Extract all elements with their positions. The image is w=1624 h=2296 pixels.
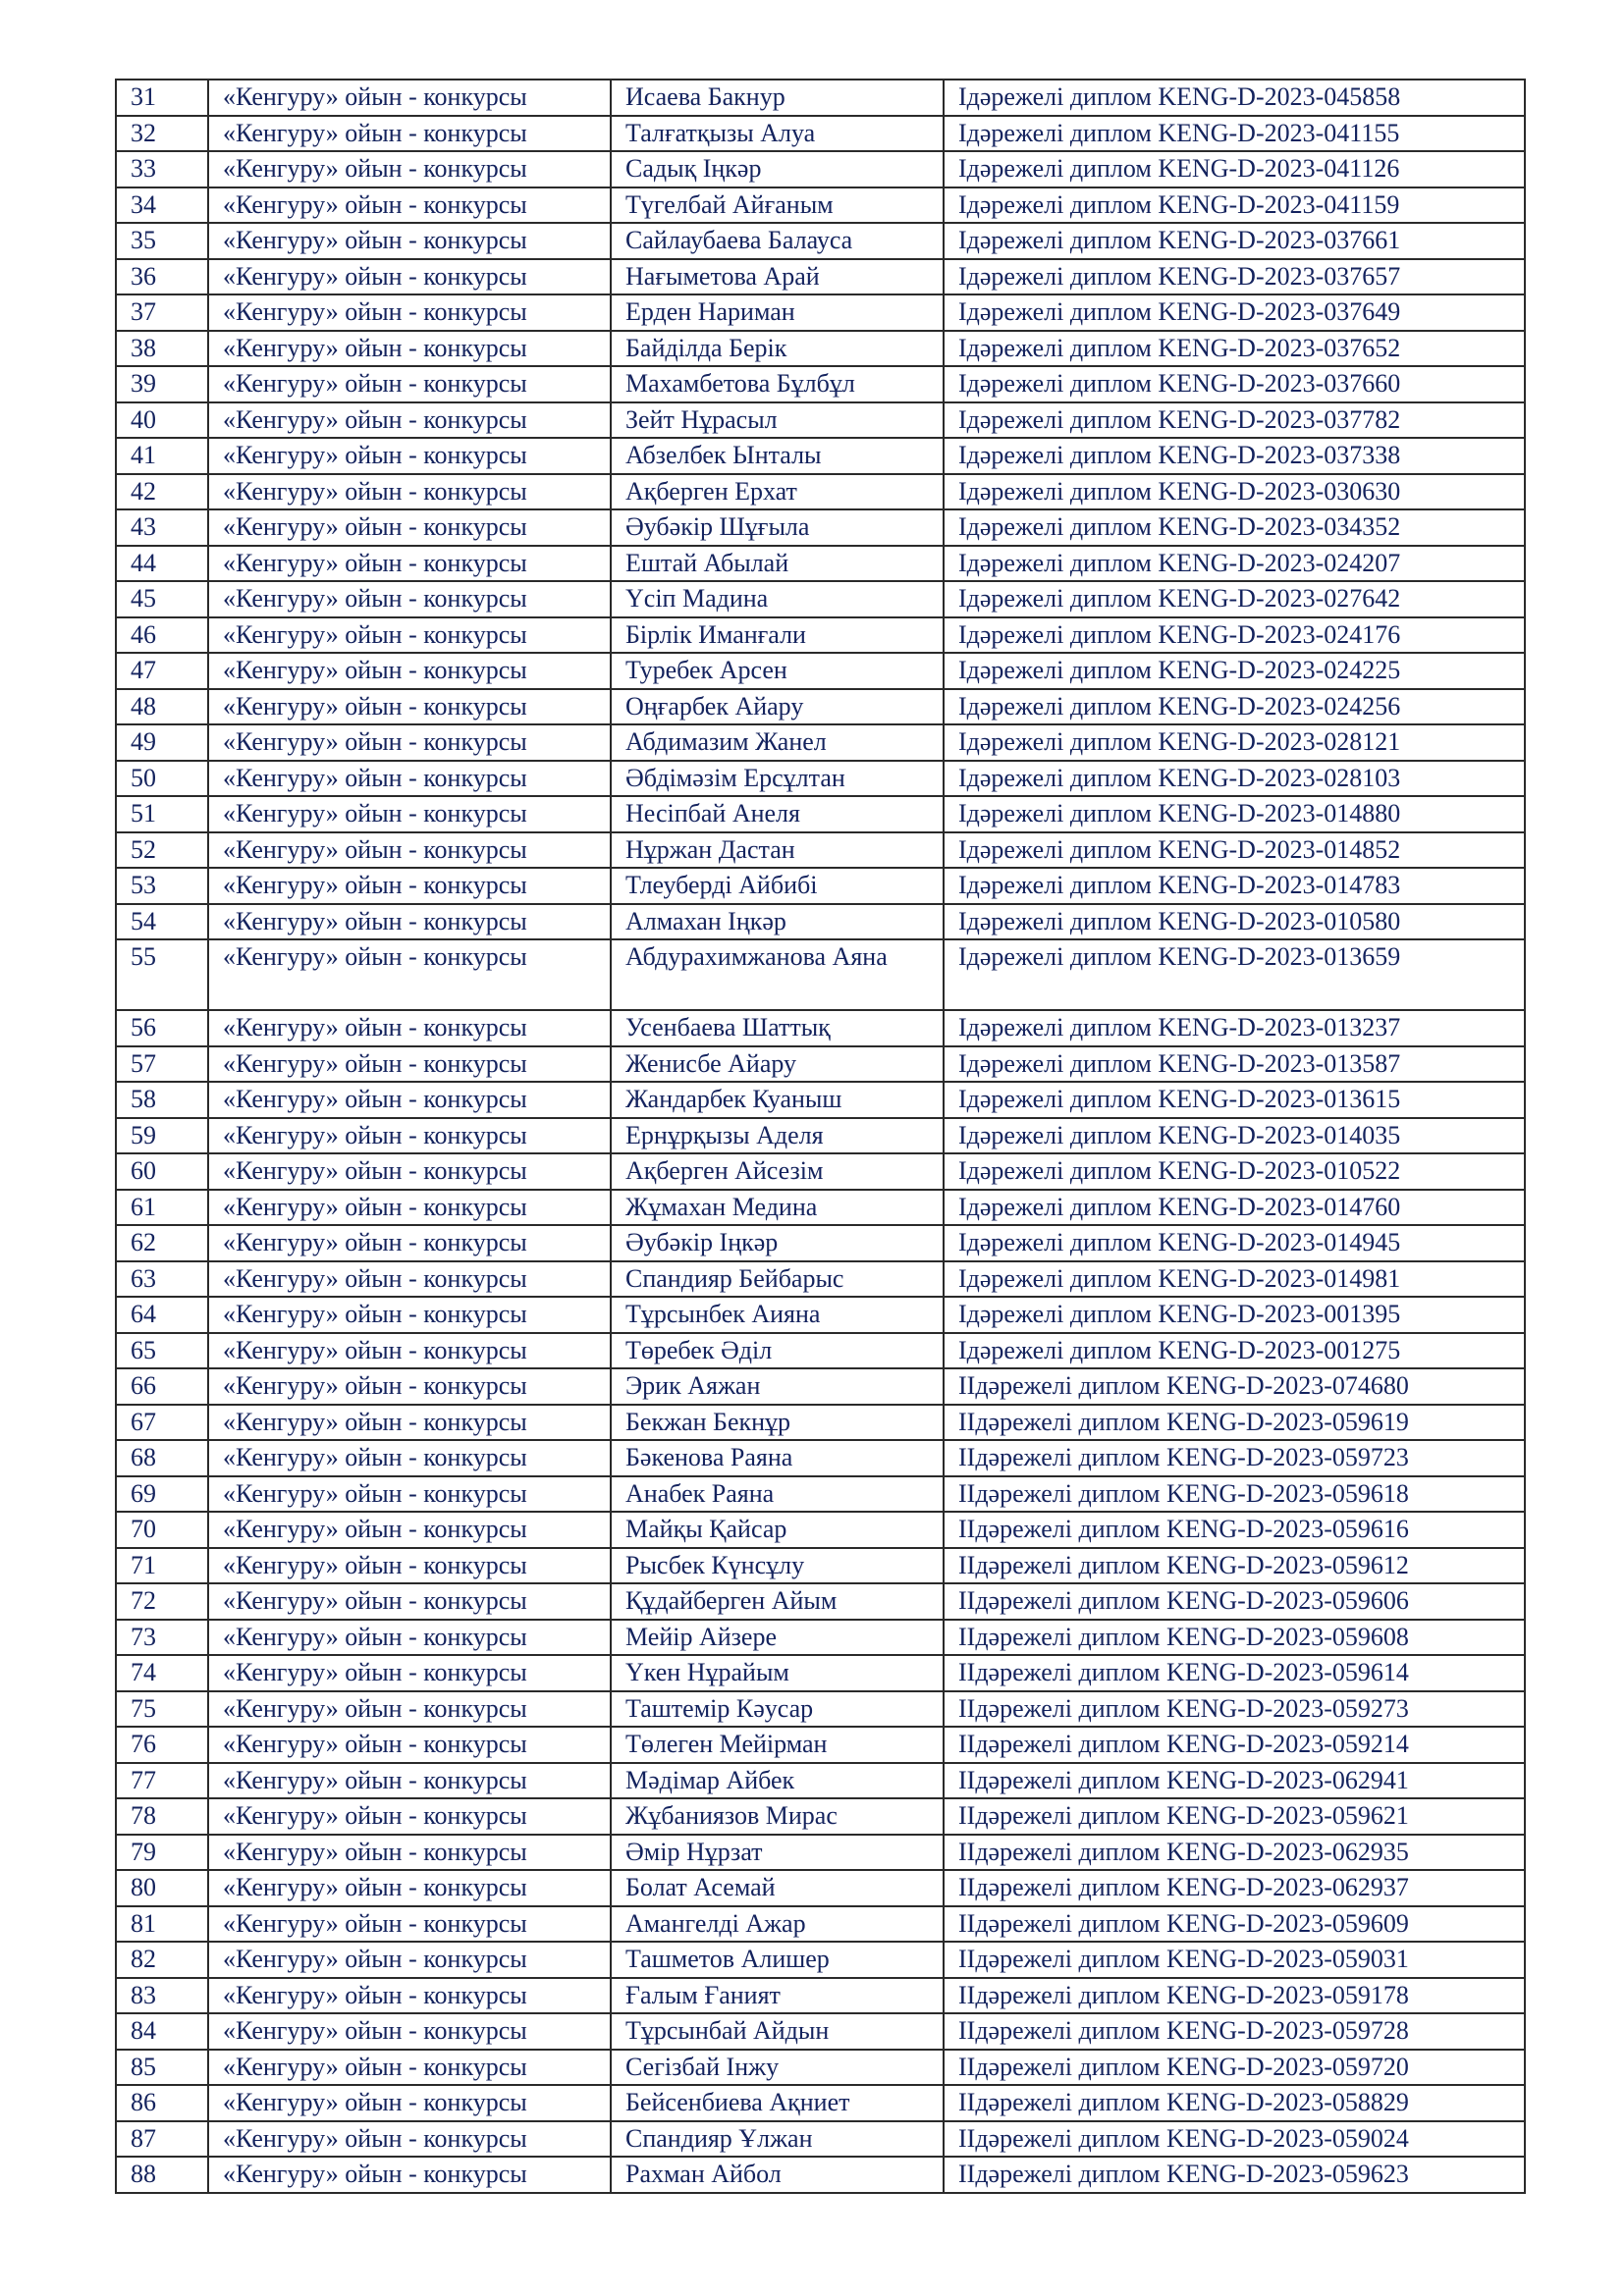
competition-cell: «Кенгуру» ойын - конкурсы — [208, 223, 611, 259]
participant-name-cell: Таштемір Кәусар — [611, 1691, 944, 1728]
row-number: 72 — [116, 1583, 208, 1620]
competition-cell: «Кенгуру» ойын - конкурсы — [208, 1691, 611, 1728]
participant-name-cell: Рысбек Күнсұлу — [611, 1548, 944, 1584]
table-row — [116, 116, 1525, 152]
row-number: 47 — [116, 653, 208, 689]
participant-name-cell: Туребек Арсен — [611, 653, 944, 689]
row-number: 55 — [116, 939, 208, 1010]
participant-name-cell: Әбдімәзім Ерсұлтан — [611, 761, 944, 797]
competition-cell: «Кенгуру» ойын - конкурсы — [208, 868, 611, 904]
award-cell: ІІдәрежелі диплом KENG-D-2023-058829 — [944, 2085, 1525, 2121]
competition-cell: «Кенгуру» ойын - конкурсы — [208, 1440, 611, 1476]
competition-cell: «Кенгуру» ойын - конкурсы — [208, 617, 611, 654]
participant-name-cell: Жұмахан Медина — [611, 1190, 944, 1226]
competition-cell: «Кенгуру» ойын - конкурсы — [208, 402, 611, 439]
table-row — [116, 653, 1525, 689]
participant-name-cell: Бірлік Иманғали — [611, 617, 944, 654]
table-row — [116, 187, 1525, 224]
table-row — [116, 1942, 1525, 1978]
competition-cell: «Кенгуру» ойын - конкурсы — [208, 1333, 611, 1369]
award-cell: Ідәрежелі диплом KENG-D-2023-027642 — [944, 581, 1525, 617]
competition-cell: «Кенгуру» ойын - конкурсы — [208, 259, 611, 295]
participant-name-cell: Женисбе Айару — [611, 1046, 944, 1083]
table-row — [116, 259, 1525, 295]
row-number: 78 — [116, 1798, 208, 1835]
award-cell: ІІдәрежелі диплом KENG-D-2023-059024 — [944, 2121, 1525, 2158]
award-cell: Ідәрежелі диплом KENG-D-2023-041126 — [944, 151, 1525, 187]
participant-name-cell: Әубәкір Шұғыла — [611, 509, 944, 546]
award-cell: Ідәрежелі диплом KENG-D-2023-014945 — [944, 1225, 1525, 1261]
award-cell: ІІдәрежелі диплом KENG-D-2023-059178 — [944, 1978, 1525, 2014]
table-row — [116, 581, 1525, 617]
participant-name-cell: Усенбаева Шаттық — [611, 1010, 944, 1046]
competition-cell: «Кенгуру» ойын - конкурсы — [208, 2085, 611, 2121]
row-number: 65 — [116, 1333, 208, 1369]
award-cell: Ідәрежелі диплом KENG-D-2023-014880 — [944, 796, 1525, 832]
award-cell: Ідәрежелі диплом KENG-D-2023-024176 — [944, 617, 1525, 654]
participant-name-cell: Абзелбек Ынталы — [611, 438, 944, 474]
award-cell: Ідәрежелі диплом KENG-D-2023-013587 — [944, 1046, 1525, 1083]
row-number: 51 — [116, 796, 208, 832]
row-number: 68 — [116, 1440, 208, 1476]
competition-cell: «Кенгуру» ойын - конкурсы — [208, 832, 611, 869]
awards-table-body — [116, 80, 1525, 2193]
row-number: 54 — [116, 904, 208, 940]
award-cell: Ідәрежелі диплом KENG-D-2023-014035 — [944, 1118, 1525, 1154]
award-cell: ІІдәрежелі диплом KENG-D-2023-059214 — [944, 1727, 1525, 1763]
table-row — [116, 546, 1525, 582]
table-row — [116, 474, 1525, 510]
award-cell: Ідәрежелі диплом KENG-D-2023-037657 — [944, 259, 1525, 295]
participant-name-cell: Бейсенбиева Ақниет — [611, 2085, 944, 2121]
participant-name-cell: Сегізбай Інжу — [611, 2050, 944, 2086]
award-cell: Ідәрежелі диплом KENG-D-2023-013237 — [944, 1010, 1525, 1046]
participant-name-cell: Алмахан Іңкәр — [611, 904, 944, 940]
competition-cell: «Кенгуру» ойын - конкурсы — [208, 761, 611, 797]
award-cell: Ідәрежелі диплом KENG-D-2023-037660 — [944, 366, 1525, 402]
table-row — [116, 1906, 1525, 1943]
row-number: 64 — [116, 1297, 208, 1333]
competition-cell: «Кенгуру» ойын - конкурсы — [208, 294, 611, 331]
competition-cell: «Кенгуру» ойын - конкурсы — [208, 1297, 611, 1333]
row-number: 37 — [116, 294, 208, 331]
award-cell: Ідәрежелі диплом KENG-D-2023-014760 — [944, 1190, 1525, 1226]
award-cell: Ідәрежелі диплом KENG-D-2023-037652 — [944, 331, 1525, 367]
row-number: 40 — [116, 402, 208, 439]
award-cell: Ідәрежелі диплом KENG-D-2023-024225 — [944, 653, 1525, 689]
award-cell: ІІдәрежелі диплом KENG-D-2023-059623 — [944, 2157, 1525, 2193]
participant-name-cell: Ақберген Ерхат — [611, 474, 944, 510]
participant-name-cell: Үсіп Мадина — [611, 581, 944, 617]
table-row — [116, 2121, 1525, 2158]
award-cell: ІІдәрежелі диплом KENG-D-2023-059612 — [944, 1548, 1525, 1584]
participant-name-cell: Абдимазим Жанел — [611, 724, 944, 761]
participant-name-cell: Рахман Айбол — [611, 2157, 944, 2193]
award-cell: Ідәрежелі диплом KENG-D-2023-030630 — [944, 474, 1525, 510]
table-row — [116, 1333, 1525, 1369]
competition-cell: «Кенгуру» ойын - конкурсы — [208, 1190, 611, 1226]
table-row — [116, 1835, 1525, 1871]
row-number: 43 — [116, 509, 208, 546]
award-cell: ІІдәрежелі диплом KENG-D-2023-062937 — [944, 1870, 1525, 1906]
row-number: 53 — [116, 868, 208, 904]
table-row — [116, 509, 1525, 546]
table-row — [116, 438, 1525, 474]
row-number: 71 — [116, 1548, 208, 1584]
row-number: 80 — [116, 1870, 208, 1906]
award-cell: Ідәрежелі диплом KENG-D-2023-028121 — [944, 724, 1525, 761]
participant-name-cell: Оңғарбек Айару — [611, 689, 944, 725]
award-cell: Ідәрежелі диплом KENG-D-2023-045858 — [944, 80, 1525, 116]
row-number: 86 — [116, 2085, 208, 2121]
row-number: 39 — [116, 366, 208, 402]
table-row — [116, 1153, 1525, 1190]
participant-name-cell: Ештай Абылай — [611, 546, 944, 582]
table-row — [116, 1548, 1525, 1584]
table-row — [116, 2013, 1525, 2050]
participant-name-cell: Әубәкір Іңкәр — [611, 1225, 944, 1261]
participant-name-cell: Ғалым Ғаният — [611, 1978, 944, 2014]
participant-name-cell: Тлеуберді Айбибі — [611, 868, 944, 904]
competition-cell: «Кенгуру» ойын - конкурсы — [208, 2013, 611, 2050]
participant-name-cell: Тұрсынбай Айдын — [611, 2013, 944, 2050]
competition-cell: «Кенгуру» ойын - конкурсы — [208, 1512, 611, 1548]
award-cell: Ідәрежелі диплом KENG-D-2023-024256 — [944, 689, 1525, 725]
table-row — [116, 1978, 1525, 2014]
table-row — [116, 1405, 1525, 1441]
table-row — [116, 2050, 1525, 2086]
table-row — [116, 832, 1525, 869]
participant-name-cell: Болат Асемай — [611, 1870, 944, 1906]
table-row — [116, 1440, 1525, 1476]
competition-cell: «Кенгуру» ойын - конкурсы — [208, 187, 611, 224]
row-number: 42 — [116, 474, 208, 510]
table-row — [116, 1046, 1525, 1083]
competition-cell: «Кенгуру» ойын - конкурсы — [208, 1118, 611, 1154]
competition-cell: «Кенгуру» ойын - конкурсы — [208, 1798, 611, 1835]
row-number: 35 — [116, 223, 208, 259]
award-cell: ІІдәрежелі диплом KENG-D-2023-059619 — [944, 1405, 1525, 1441]
award-cell: Ідәрежелі диплом KENG-D-2023-014783 — [944, 868, 1525, 904]
participant-name-cell: Амангелді Ажар — [611, 1906, 944, 1943]
table-row — [116, 904, 1525, 940]
competition-cell: «Кенгуру» ойын - конкурсы — [208, 689, 611, 725]
participant-name-cell: Мәдімар Айбек — [611, 1763, 944, 1799]
award-cell: Ідәрежелі диплом KENG-D-2023-037338 — [944, 438, 1525, 474]
participant-name-cell: Несіпбай Анеля — [611, 796, 944, 832]
row-number: 38 — [116, 331, 208, 367]
table-row — [116, 868, 1525, 904]
table-row — [116, 1798, 1525, 1835]
participant-name-cell: Әмір Нұрзат — [611, 1835, 944, 1871]
participant-name-cell: Құдайберген Айым — [611, 1583, 944, 1620]
row-number: 84 — [116, 2013, 208, 2050]
award-cell: Ідәрежелі диплом KENG-D-2023-010580 — [944, 904, 1525, 940]
table-row — [116, 617, 1525, 654]
table-row — [116, 1691, 1525, 1728]
table-row — [116, 402, 1525, 439]
competition-cell: «Кенгуру» ойын - конкурсы — [208, 1835, 611, 1871]
participant-name-cell: Ақберген Айсезім — [611, 1153, 944, 1190]
competition-cell: «Кенгуру» ойын - конкурсы — [208, 581, 611, 617]
award-cell: Ідәрежелі диплом KENG-D-2023-013615 — [944, 1082, 1525, 1118]
competition-cell: «Кенгуру» ойын - конкурсы — [208, 474, 611, 510]
row-number: 48 — [116, 689, 208, 725]
participant-name-cell: Жандарбек Куаныш — [611, 1082, 944, 1118]
table-row — [116, 689, 1525, 725]
competition-cell: «Кенгуру» ойын - конкурсы — [208, 1368, 611, 1405]
participant-name-cell: Спандияр Ұлжан — [611, 2121, 944, 2158]
award-cell: Ідәрежелі диплом KENG-D-2023-001275 — [944, 1333, 1525, 1369]
table-row — [116, 2085, 1525, 2121]
participant-name-cell: Ташметов Алишер — [611, 1942, 944, 1978]
row-number: 56 — [116, 1010, 208, 1046]
row-number: 50 — [116, 761, 208, 797]
award-cell: ІІдәрежелі диплом KENG-D-2023-059273 — [944, 1691, 1525, 1728]
competition-cell: «Кенгуру» ойын - конкурсы — [208, 1082, 611, 1118]
row-number: 74 — [116, 1655, 208, 1691]
competition-cell: «Кенгуру» ойын - конкурсы — [208, 1476, 611, 1513]
participant-name-cell: Бәкенова Раяна — [611, 1440, 944, 1476]
competition-cell: «Кенгуру» ойын - конкурсы — [208, 939, 611, 1010]
table-row — [116, 1476, 1525, 1513]
participant-name-cell: Ернұрқызы Аделя — [611, 1118, 944, 1154]
awards-table — [115, 79, 1526, 2194]
participant-name-cell: Бекжан Бекнұр — [611, 1405, 944, 1441]
row-number: 41 — [116, 438, 208, 474]
row-number: 69 — [116, 1476, 208, 1513]
row-number: 82 — [116, 1942, 208, 1978]
award-cell: ІІдәрежелі диплом KENG-D-2023-059031 — [944, 1942, 1525, 1978]
participant-name-cell: Сайлаубаева Балауса — [611, 223, 944, 259]
table-row — [116, 796, 1525, 832]
row-number: 81 — [116, 1906, 208, 1943]
row-number: 58 — [116, 1082, 208, 1118]
participant-name-cell: Анабек Раяна — [611, 1476, 944, 1513]
row-number: 52 — [116, 832, 208, 869]
competition-cell: «Кенгуру» ойын - конкурсы — [208, 1620, 611, 1656]
participant-name-cell: Байділда Берік — [611, 331, 944, 367]
table-row — [116, 80, 1525, 116]
competition-cell: «Кенгуру» ойын - конкурсы — [208, 331, 611, 367]
table-row — [116, 1620, 1525, 1656]
table-row — [116, 1010, 1525, 1046]
competition-cell: «Кенгуру» ойын - конкурсы — [208, 1153, 611, 1190]
competition-cell: «Кенгуру» ойын - конкурсы — [208, 1010, 611, 1046]
row-number: 31 — [116, 80, 208, 116]
award-cell: Ідәрежелі диплом KENG-D-2023-001395 — [944, 1297, 1525, 1333]
competition-cell: «Кенгуру» ойын - конкурсы — [208, 796, 611, 832]
table-row — [116, 1870, 1525, 1906]
row-number: 85 — [116, 2050, 208, 2086]
table-row — [116, 939, 1525, 1010]
participant-name-cell: Исаева Бакнур — [611, 80, 944, 116]
award-cell: Ідәрежелі диплом KENG-D-2023-024207 — [944, 546, 1525, 582]
award-cell: Ідәрежелі диплом KENG-D-2023-037649 — [944, 294, 1525, 331]
table-row — [116, 724, 1525, 761]
award-cell: Ідәрежелі диплом KENG-D-2023-014852 — [944, 832, 1525, 869]
award-cell: ІІдәрежелі диплом KENG-D-2023-059720 — [944, 2050, 1525, 2086]
award-cell: Ідәрежелі диплом KENG-D-2023-013659 — [944, 939, 1525, 1010]
row-number: 36 — [116, 259, 208, 295]
row-number: 57 — [116, 1046, 208, 1083]
table-row — [116, 1583, 1525, 1620]
award-cell: ІІдәрежелі диплом KENG-D-2023-059614 — [944, 1655, 1525, 1691]
competition-cell: «Кенгуру» ойын - конкурсы — [208, 1727, 611, 1763]
row-number: 44 — [116, 546, 208, 582]
award-cell: ІІдәрежелі диплом KENG-D-2023-062941 — [944, 1763, 1525, 1799]
competition-cell: «Кенгуру» ойын - конкурсы — [208, 1906, 611, 1943]
table-row — [116, 2157, 1525, 2193]
award-cell: Ідәрежелі диплом KENG-D-2023-014981 — [944, 1261, 1525, 1298]
award-cell: ІІдәрежелі диплом KENG-D-2023-059723 — [944, 1440, 1525, 1476]
row-number: 73 — [116, 1620, 208, 1656]
row-number: 34 — [116, 187, 208, 224]
award-cell: Ідәрежелі диплом KENG-D-2023-037782 — [944, 402, 1525, 439]
table-row — [116, 761, 1525, 797]
competition-cell: «Кенгуру» ойын - конкурсы — [208, 1548, 611, 1584]
table-row — [116, 1225, 1525, 1261]
table-row — [116, 151, 1525, 187]
award-cell: ІІдәрежелі диплом KENG-D-2023-059618 — [944, 1476, 1525, 1513]
participant-name-cell: Нұржан Дастан — [611, 832, 944, 869]
participant-name-cell: Нағыметова Арай — [611, 259, 944, 295]
table-row — [116, 366, 1525, 402]
row-number: 45 — [116, 581, 208, 617]
award-cell: ІІдәрежелі диплом KENG-D-2023-059606 — [944, 1583, 1525, 1620]
competition-cell: «Кенгуру» ойын - конкурсы — [208, 653, 611, 689]
competition-cell: «Кенгуру» ойын - конкурсы — [208, 1763, 611, 1799]
table-row — [116, 1297, 1525, 1333]
award-cell: Ідәрежелі диплом KENG-D-2023-041155 — [944, 116, 1525, 152]
competition-cell: «Кенгуру» ойын - конкурсы — [208, 2121, 611, 2158]
row-number: 88 — [116, 2157, 208, 2193]
table-row — [116, 1512, 1525, 1548]
row-number: 83 — [116, 1978, 208, 2014]
table-row — [116, 1727, 1525, 1763]
award-cell: Ідәрежелі диплом KENG-D-2023-041159 — [944, 187, 1525, 224]
row-number: 75 — [116, 1691, 208, 1728]
competition-cell: «Кенгуру» ойын - конкурсы — [208, 366, 611, 402]
competition-cell: «Кенгуру» ойын - конкурсы — [208, 546, 611, 582]
participant-name-cell: Мейір Айзере — [611, 1620, 944, 1656]
participant-name-cell: Абдурахимжанова Аяна — [611, 939, 944, 1010]
participant-name-cell: Жұбаниязов Мирас — [611, 1798, 944, 1835]
participant-name-cell: Үкен Нұрайым — [611, 1655, 944, 1691]
participant-name-cell: Тұрсынбек Аияна — [611, 1297, 944, 1333]
competition-cell: «Кенгуру» ойын - конкурсы — [208, 1261, 611, 1298]
competition-cell: «Кенгуру» ойын - конкурсы — [208, 1225, 611, 1261]
participant-name-cell: Төребек Әділ — [611, 1333, 944, 1369]
award-cell: ІІдәрежелі диплом KENG-D-2023-062935 — [944, 1835, 1525, 1871]
competition-cell: «Кенгуру» ойын - конкурсы — [208, 2157, 611, 2193]
award-cell: ІІдәрежелі диплом KENG-D-2023-074680 — [944, 1368, 1525, 1405]
row-number: 46 — [116, 617, 208, 654]
award-cell: ІІдәрежелі диплом KENG-D-2023-059621 — [944, 1798, 1525, 1835]
award-cell: Ідәрежелі диплом KENG-D-2023-028103 — [944, 761, 1525, 797]
participant-name-cell: Төлеген Мейірман — [611, 1727, 944, 1763]
participant-name-cell: Талғатқызы Алуа — [611, 116, 944, 152]
table-row — [116, 294, 1525, 331]
row-number: 49 — [116, 724, 208, 761]
competition-cell: «Кенгуру» ойын - конкурсы — [208, 151, 611, 187]
competition-cell: «Кенгуру» ойын - конкурсы — [208, 1046, 611, 1083]
row-number: 77 — [116, 1763, 208, 1799]
award-cell: ІІдәрежелі диплом KENG-D-2023-059608 — [944, 1620, 1525, 1656]
table-row — [116, 331, 1525, 367]
competition-cell: «Кенгуру» ойын - конкурсы — [208, 1942, 611, 1978]
row-number: 76 — [116, 1727, 208, 1763]
award-cell: ІІдәрежелі диплом KENG-D-2023-059728 — [944, 2013, 1525, 2050]
competition-cell: «Кенгуру» ойын - конкурсы — [208, 80, 611, 116]
award-cell: Ідәрежелі диплом KENG-D-2023-034352 — [944, 509, 1525, 546]
table-row — [116, 1082, 1525, 1118]
participant-name-cell: Ерден Нариман — [611, 294, 944, 331]
competition-cell: «Кенгуру» ойын - конкурсы — [208, 2050, 611, 2086]
participant-name-cell: Зейт Нұрасыл — [611, 402, 944, 439]
row-number: 62 — [116, 1225, 208, 1261]
award-cell: ІІдәрежелі диплом KENG-D-2023-059609 — [944, 1906, 1525, 1943]
table-row — [116, 1261, 1525, 1298]
participant-name-cell: Түгелбай Айғаным — [611, 187, 944, 224]
row-number: 63 — [116, 1261, 208, 1298]
row-number: 61 — [116, 1190, 208, 1226]
competition-cell: «Кенгуру» ойын - конкурсы — [208, 1583, 611, 1620]
competition-cell: «Кенгуру» ойын - конкурсы — [208, 1978, 611, 2014]
row-number: 60 — [116, 1153, 208, 1190]
row-number: 66 — [116, 1368, 208, 1405]
participant-name-cell: Спандияр Бейбарыс — [611, 1261, 944, 1298]
row-number: 67 — [116, 1405, 208, 1441]
row-number: 33 — [116, 151, 208, 187]
participant-name-cell: Майқы Қайсар — [611, 1512, 944, 1548]
participant-name-cell: Эрик Аяжан — [611, 1368, 944, 1405]
competition-cell: «Кенгуру» ойын - конкурсы — [208, 509, 611, 546]
table-row — [116, 1368, 1525, 1405]
row-number: 87 — [116, 2121, 208, 2158]
competition-cell: «Кенгуру» ойын - конкурсы — [208, 1655, 611, 1691]
competition-cell: «Кенгуру» ойын - конкурсы — [208, 1405, 611, 1441]
competition-cell: «Кенгуру» ойын - конкурсы — [208, 724, 611, 761]
table-row — [116, 1118, 1525, 1154]
row-number: 59 — [116, 1118, 208, 1154]
competition-cell: «Кенгуру» ойын - конкурсы — [208, 1870, 611, 1906]
award-cell: ІІдәрежелі диплом KENG-D-2023-059616 — [944, 1512, 1525, 1548]
row-number: 70 — [116, 1512, 208, 1548]
competition-cell: «Кенгуру» ойын - конкурсы — [208, 904, 611, 940]
competition-cell: «Кенгуру» ойын - конкурсы — [208, 438, 611, 474]
row-number: 32 — [116, 116, 208, 152]
table-row — [116, 1655, 1525, 1691]
competition-cell: «Кенгуру» ойын - конкурсы — [208, 116, 611, 152]
award-cell: Ідәрежелі диплом KENG-D-2023-010522 — [944, 1153, 1525, 1190]
participant-name-cell: Махамбетова Бұлбұл — [611, 366, 944, 402]
award-cell: Ідәрежелі диплом KENG-D-2023-037661 — [944, 223, 1525, 259]
table-row — [116, 223, 1525, 259]
participant-name-cell: Садық Іңкәр — [611, 151, 944, 187]
table-row — [116, 1190, 1525, 1226]
table-row — [116, 1763, 1525, 1799]
row-number: 79 — [116, 1835, 208, 1871]
